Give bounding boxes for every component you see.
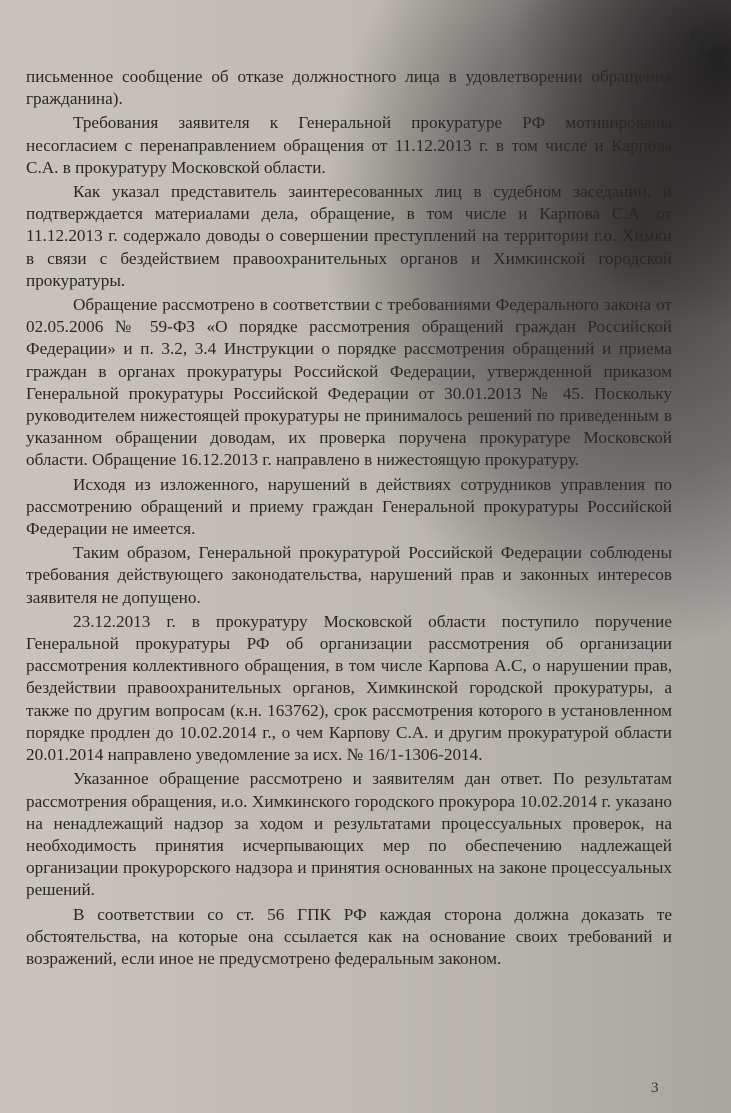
document-body (26, 66, 672, 970)
paragraph: Исходя из изложенного, нарушений в действиях сотрудников управления по рассмотрению обращений и приему граждан Генеральной прокуратуры Российской Федерации не имеется. (26, 474, 672, 539)
paragraph-continuation: письменное сообщение об отказе должностного лица в удовлетворении обращения гражданина). (26, 67, 672, 109)
page-number: 3 (651, 1080, 659, 1096)
paragraph: Требования заявителя к Генеральной прокуратуре РФ мотивированы несогласием с перенаправлением обращения от 11.12.2013 г. в том числе и Карпова С.А. в прокуратуру Московской области. (26, 113, 672, 177)
paragraph: В соответствии со ст. 56 ГПК РФ каждая сторона должна доказать те обстоятельства, на которые она ссылается как на основание своих требований и возражений, если иное не предусмотрено федеральным законом. (26, 904, 672, 968)
paragraph: Обращение рассмотрено в соответствии с требованиями Федерального закона от 02.05.2006 № 59-ФЗ «О порядке рассмотрения обращений граждан Российской Федерации» и п. 3.2, 3.4 Инструкции о порядке рассмотрения обращений и приема граждан в органах прокуратуры Российской Федерации, утвержденной приказом Генеральной прокуратуры Российской Федерации от 30.01.2013 № 45. Поскольку руководителем нижестоящей прокуратуры не принималось решений по приведенным в указанном обращении доводам, их проверка поручена прокуратуре Московской области. Обращение 16.12.2013 г. направлено в нижестоящую прокуратуру. (26, 295, 672, 470)
paragraph: Таким образом, Генеральной прокуратурой Российской Федерации соблюдены требования действующего законодательства, нарушений прав и законных интересов заявителя не допущено. (26, 543, 672, 607)
paragraph: Указанное обращение рассмотрено и заявителям дан ответ. По результатам рассмотрения обращения, и.о. Химкинского городского прокурора 10.02.2014 г. указано на ненадлежащий надзор за ходом и результатами процессуальных проверок, на необходимость принятия исчерпывающих мер по обеспечению надлежащей организации прокурорского надзора и принятия основанных на законе процессуальных решений. (26, 769, 672, 900)
handwritten-sheet-number: 87 (684, 25, 722, 61)
paragraph: 23.12.2013 г. в прокуратуру Московской области поступило поручение Генеральной прокуратуры РФ об организации рассмотрения об организации рассмотрения коллективного обращения, в том числе Карпова А.С, о нарушении прав, бездействии правоохранительных органов, Химкинской городской прокуратуры, а также по другим вопросам (к.н. 163762), срок рассмотрения которого в установленном порядке продлен до 10.02.2014 г., о чем Карпову С.А. и другим прокуратурой области 20.01.2014 направлено уведомление за исх. № 16/1-1306-2014. (26, 611, 672, 765)
paragraph: Как указал представитель заинтересованных лиц в судебном заседании, и подтверждается материалами дела, обращение, в том числе и Карпова С.А. от 11.12.2013 г. содержало доводы о совершении преступлений на территории г.о. Химки в связи с бездействием правоохранительных органов и Химкинской городской прокуратуры. (26, 182, 672, 290)
